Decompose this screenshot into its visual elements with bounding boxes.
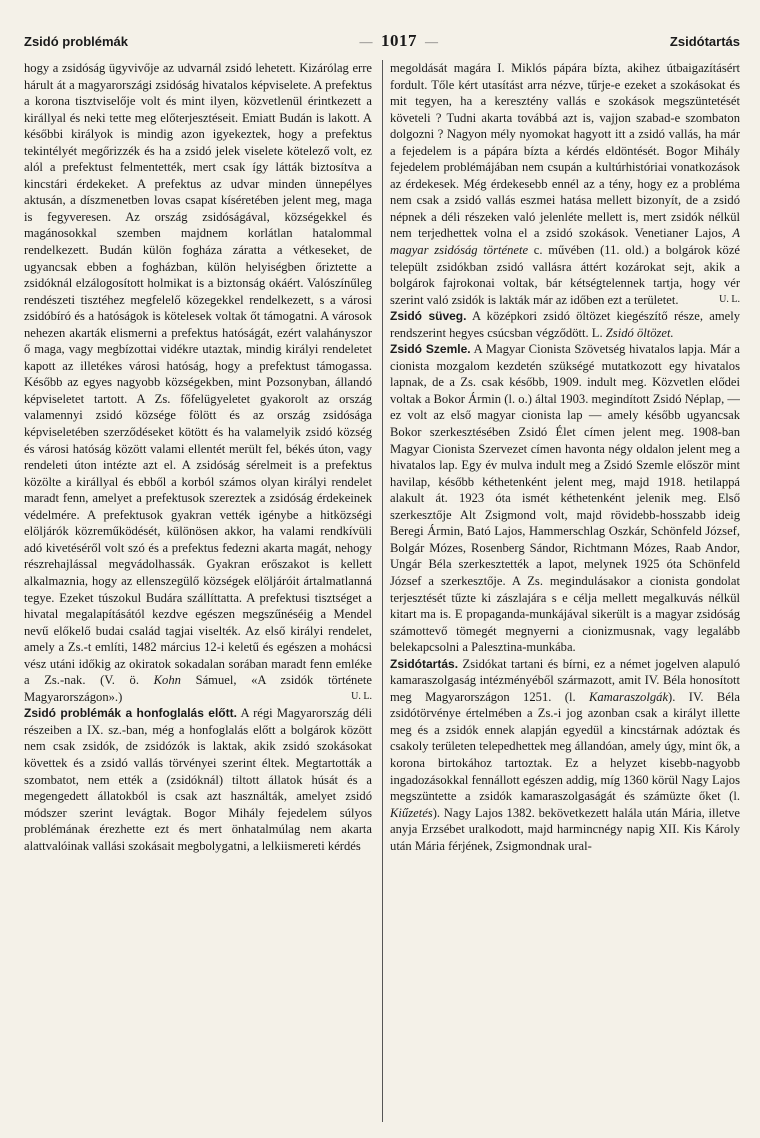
entry-zsidotartas [390,656,740,855]
entry-headword: Zsidó süveg. [390,309,467,324]
entry-body: A középkori zsidó öltözet kiegészítő része, amely rendszerint hegyes csúcsban végződött. L. [390,309,741,340]
entry-body: A Magyar Cionista Szövetség hivatalos lapja. Már a cionista mozgalom kezdetén szükségé mutatkozott egy hivatalos lapnak, de a Zs. csak később, 1909. indult meg. Közvetlen elődei voltak a Bokor Ármin (l. o.) által 1903. megindított Zsidó Néplap, — ez volt az első magyar cionista lap — amely később ugyancsak Bokor szerkesztésében Zsidó Élet címen jelent meg. 1908-ban Magyar Cionista Szervezet címen havonta négy oldalon jelent meg a hivatalos lap. Egy év mulva indult meg a Zsidó Szemle először mint havilap, később kéthetenként jelent meg, majd 1918. hetilappá alakult át. 1923 óta ismét kéthetenként jelenik meg. Első szerkesztője Alt Zsigmond volt, majd rövidebb-hosszabb ideig Beregi Ármin, Bató Lajos, Hammerschlag Oszkár, Schönfeld József, Bolgár Mózes, Rosenberg Sándor, Richtmann Mózes, Raab Andor, Ungár Béla szerkesztették a lapot, melynek 1925 óta Schönfeld József a szerkesztője. A Zs. megindulásakor a cionista gondolat terjesztését tűzte ki zászlajára s e célja mellett megalkuvás nélkül kitart ma is. E propaganda-munkájával sikerült is a magyar zsidóság számottevő tömegét megnyerni a cionizmusnak, vagy legalább belekapcsolni a Palesztina-munkába. [390,342,741,655]
author-signature: U. L. [719,293,741,305]
entry-headword: Zsidó Szemle. [390,342,471,357]
left-column [24,60,372,1122]
cross-reference: Kamaraszolgák [588,689,669,704]
entry-honfoglalas [24,705,372,854]
entry-headword: Zsidó problémák a honfoglalás előtt. [24,706,237,721]
running-header [24,30,740,52]
entry-zsido-szemle [390,341,740,655]
left-paragraph-text: hogy a zsidóság ügyvivője az udvarnál zsidó lehetett. Kizárólag erre hárult át a magyarországi zsidóság hivatalos képviselete. A prefektus a korona tisztviselője volt és mint ilyen, közvetlenül érintkezett a királlyal és neki tette meg előterjesztéseit. Emiatt Budán is lakott. A későbbi királyok is mindig azon igyekeztek, hogy a prefektus tekintélyét megőrizzék és ha a zsidó jelek viselete kötelező volt, ez alól a prefektust felmentették, mert csak így látták biztosítva a kincstári érdekeket. A prefektus az udvar minden ünnepélyes aktusán, a díszmenetben lovas csapat kíséretében jelent meg, maga is fegyveresen. Az ország zsidóságával, községekkel és magánosokkal szemben majdnem korlátlan hatalommal rendelkezett. Budán külön fogháza záratta a vétkeseket, de ugyancsak ebben a fogházban, külön helyiségben őriztette a zsidóknál elzálogosított holmikat is a biztonság okáért. Valószínűleg rendészeti tisztéhez megfelelő közegekkel rendelkezett, s a városi zsidóbíró és a hatóságok is kötelesek voltak őt támogatni. A városok nehezen akarták elismerni a prefektus hatóságát, ezért valahányszor ő maga, vagy megbízottai vidékre utaztak, mindig királyi rendeletet kapott az illetékes városi hatóság, hogy a prefektust támogassa. Később az egyes nagyobb községekben, mint Pozsonyban, állandó képviseletet tartott. A Zs. főfelügyeletet gyakorolt az ország valamennyi zsidó községe fölött és az ország zsidósága képviseletében szerződéseket kötött és ha valamelyik zsidó község és városi hatóság között valami ellentét merült fel, békés úton, vagy rendeleti úton intézte azt el. A zsidóság sérelmeit is a prefektus közölte a királlyal és ebből a korból számos olyan királyi rendelet maradt fenn, amelyet a prefektusok szereztek a zsidóság érdekeinek védelmére. A prefektusok gyakran vették igénybe a hitközségi elöljárók közreműködését, különösen akkor, ha valami rendkívüli adó kivetéséről volt szó és a prefektus fedezni akarta magát, nehogy részrehajlással megvádolhassák. Gyakran erőszakot is kellett alkalmaznia, hogy az ellenszegülő községek elöljáróit ártalmatlanná tegye. Ezeket túszokul Budára szállíttatta. A prefektusi tisztséget a hivatal megalapításától kezdve egészen megszűnéséig a Mendel nevű előkelő budai család tagjai viselték. Az első királyi rendelet, amely a Zs.-t említi, 1482 március 12-i keletű és egészen a mohácsi vész utáni időkig az okiratok sokadalan sorában maradt fenn emléke a Zs.-nak. (V. ö. [24,61,373,688]
right-column [390,60,740,1122]
entry-body: A régi Magyarország déli részeiben a IX. sz.-ban, még a honfoglalás előtt a bolgárok között nem csak zsidók, de zsidózók is laktak, akik zsidó szokásokat követtek és a zsidó vallás törvényei szerint éltek. Megtartották a szombatot, nem ették a (zsidóknál) tiltott állatok húsát és a megengedett állatokból is csak azt használták, amelyet zsidó módszer szerint levágtak. Bogor Mihály fejedelem súlyos problémának érezhette ezt és mert önhatalmúlag nem akarta alattvalóinak vallási szokásait megbolygatni, a lelkiismereti kérdés [24,706,373,853]
continuation-rest: c. művében (11. old.) a bolgárok közé települt zsidókban zsidó vallásra áttért kozárokat sejt, akik a bolgárok fajrokonai voltak, bár kétségtelennek tartja, hogy vér szerint való zsidók is lakták már az időben ezt a területet. [390,243,741,307]
left-paragraph-prefektus [24,60,372,705]
right-paragraph-continuation [390,60,740,308]
entry-body-end: ). Nagy Lajos 1382. bekövetkezett halála után Mária, illetve anyja Erzsébet uralkodott, majd harmincnégy napig XII. Kis Károly után Mária férjének, Zsigmondnak ural- [390,805,741,853]
entry-body-mid: ). IV. Béla zsidótörvénye értelmében a Zs.-i jog azonban csak a királyt illette meg és a zsidók ennek alapján egyedül a kincstárnak adóztak és csakoly területen telepedhettek meg állandóan, amely úgy, mint ők, a korona birtokához tartoztak. Ez a helyzet kisebb-nagyobb ingadozásokkal fennállott egészen addig, míg 1360 körül Nagy Lajos megszüntette a zsidók kamaraszolgaságát és számüzte őket (l. [390,689,741,804]
book-title: A magyar zsidóság története [390,226,741,258]
citation-rest: Sámuel, «A zsidók története Magyarországon».) [24,673,373,704]
header-right-title: Zsidótartás [669,33,740,49]
entry-headword: Zsidótartás. [390,656,459,671]
cross-reference: Zsidó öltözet. [605,325,674,340]
continuation-text: megoldását magára I. Miklós pápára bízta, akihez útbaigazításért fordult. Tőle kért utasítást arra nézve, tűrje-e ezeket a szokásokat és mit tegyen, ha a keresztény vallás e szokások megszüntetését követeli ? Tudni akarta továbbá azt is, vajjon szabad-e szombaton dolgozni ? Nagyon mély nyomokat hagyott itt a zsidó vallás, ha már a fejedelem is a pápára bízta a kérdés eldöntését. Bogor Mihály fejedelem problémájában nem csupán a kultúrhistóriai vonatkozások az érdekesek. Még érdekesebb ennél az a tény, hogy ez a probléma nem csak a zsidó vallás eszmei hatása mellett bizonyít, de a zsidó népnek a déli részeken való jelenléte mellett is, mert zsidók nélkül nem terjedhettek volna el a zsidó szokások. Venetianer Lajos, [390,61,741,241]
page-number: — 1017 — [351,31,446,51]
two-column-body [24,60,740,1122]
author-signature: U. L. [351,690,373,702]
entry-zsido-suveg [390,308,740,341]
header-left-title: Zsidó problémák [24,33,129,49]
entry-body: Zsidókat tartani és bírni, ez a német jogelven alapuló kamaraszolgaság intézményéből származott, amit IV. Béla honosított meg Magyarországon 1251. (l. [390,656,741,704]
column-divider [382,60,383,1122]
citation-author: Kohn [153,673,181,688]
cross-reference: Kiűzetés [390,805,433,820]
